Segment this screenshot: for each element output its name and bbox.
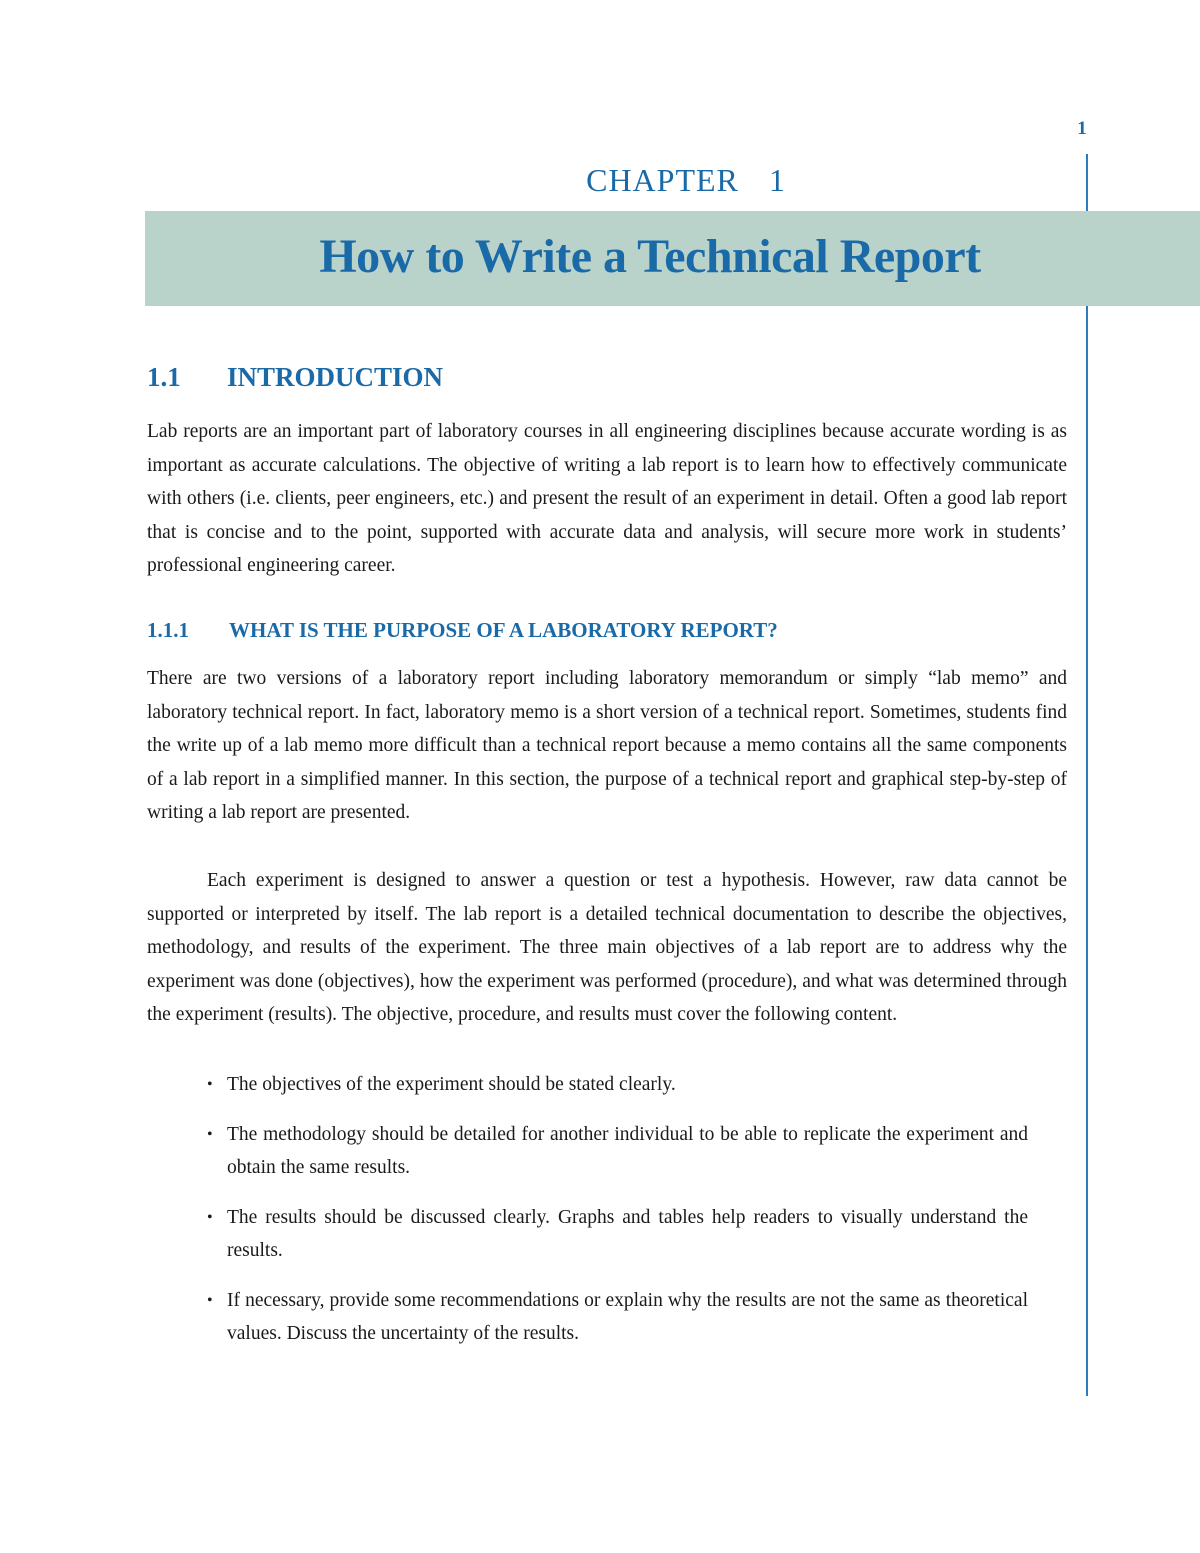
page-number: 1 [1077, 118, 1087, 139]
bullet-text: If necessary, provide some recommendations or explain why the results are not the same as theoretical values. Discuss the uncertainty of the results. [227, 1289, 1028, 1344]
subsection-number: 1.1.1 [147, 618, 189, 642]
purpose-paragraph-2: Each experiment is designed to answer a question or test a hypothesis. However, raw data cannot be supported or interpreted by itself. The lab report is a detailed technical documentation to describe the objectives, methodology, and results of the experiment. The three main objectives of a lab report are to address why the experiment was done (objectives), how the experiment was performed (procedure), and what was determined through the experiment (results). The objective, procedure, and results must cover the following content. [147, 870, 1067, 1025]
bullet-text: The methodology should be detailed for another individual to be able to replicate the experiment and obtain the same results. [227, 1123, 1028, 1178]
chapter-label [145, 162, 1200, 199]
chapter-number: 1 [768, 162, 786, 198]
bullet-icon: • [207, 1125, 213, 1143]
section-number: 1.1 [147, 362, 181, 392]
bullet-item [203, 1118, 1028, 1185]
bullet-item [203, 1201, 1028, 1268]
bullet-icon: • [207, 1291, 213, 1309]
chapter-word: CHAPTER [586, 162, 739, 198]
margin-rule-lower [1086, 306, 1088, 1396]
bullet-item [203, 1284, 1028, 1351]
introduction-paragraph: Lab reports are an important part of laboratory courses in all engineering disciplines because accurate wording is as important as accurate calculations. The objective of writing a lab report is to learn how to effectively communicate with others (i.e. clients, peer engineers, etc.) and present the result of an experiment in detail. Often a good lab report that is concise and to the point, supported with accurate data and analysis, will secure more work in students’ professional engineering career. [147, 421, 1067, 576]
bullet-item [203, 1068, 1028, 1102]
subsection-title: WHAT IS THE PURPOSE OF A LABORATORY REPORT? [229, 618, 778, 642]
bullet-text: The objectives of the experiment should be stated clearly. [227, 1074, 676, 1095]
section-heading-introduction [147, 362, 443, 393]
purpose-paragraph-1: There are two versions of a laboratory report including laboratory memorandum or simply “lab memo” and laboratory technical report. In fact, laboratory memo is a short version of a technical report. Sometimes, students find the write up of a lab memo more difficult than a technical report because a memo contains all the same components of a lab report in a simplified manner. In this section, the purpose of a technical report and graphical step-by-step of writing a lab report are presented. [147, 668, 1067, 823]
section-title: INTRODUCTION [227, 362, 444, 392]
chapter-title: How to Write a Technical Report [319, 230, 981, 283]
subsection-heading-purpose [147, 618, 778, 643]
bullet-icon: • [207, 1208, 213, 1226]
content-bullet-list [203, 1068, 1028, 1367]
bullet-icon: • [207, 1076, 213, 1093]
bullet-text: The results should be discussed clearly. Graphs and tables help readers to visually understand the results. [227, 1206, 1028, 1261]
